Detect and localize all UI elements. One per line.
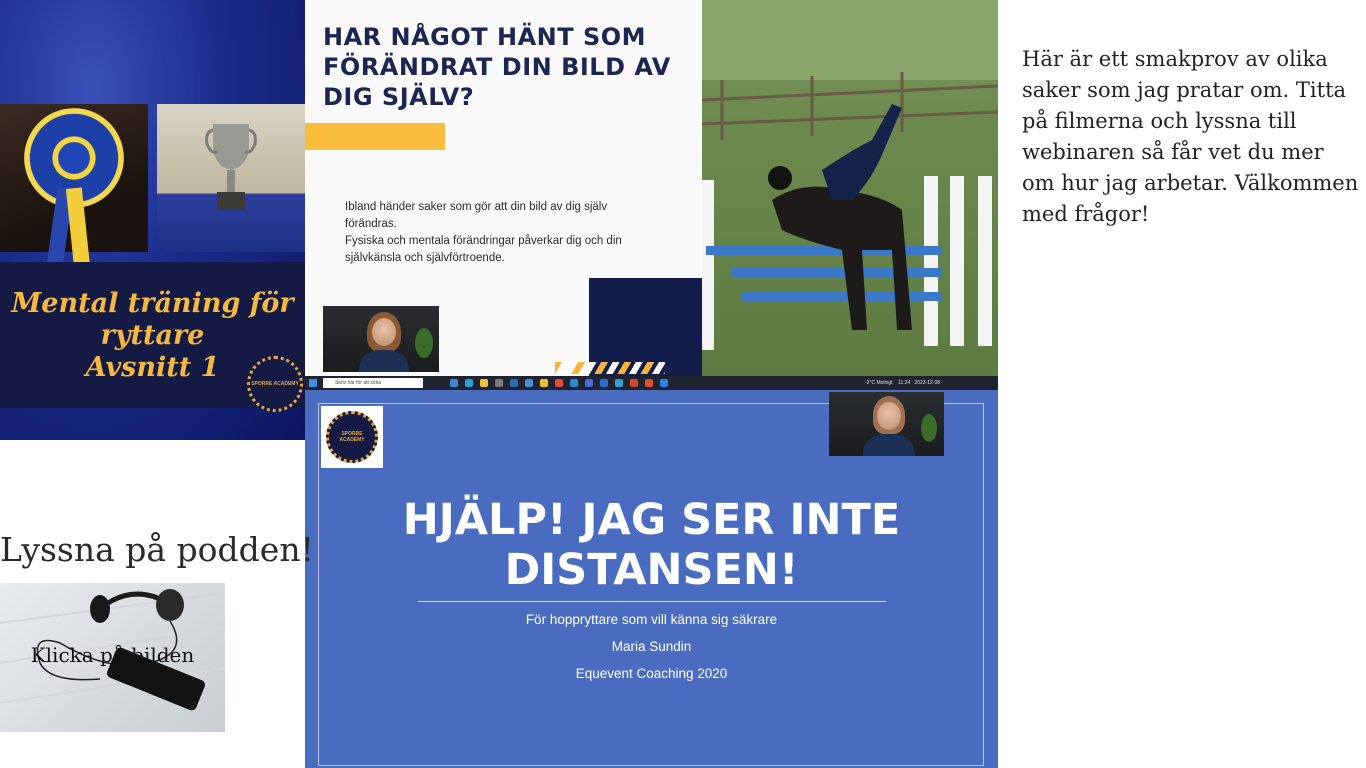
show-jumping-scene xyxy=(702,0,998,376)
slide-subtitle: För hoppryttare som vill känna sig säkrare xyxy=(525,612,778,627)
presenter-body xyxy=(863,434,915,456)
slide-headline xyxy=(305,495,998,595)
presenter-webcam xyxy=(829,392,944,456)
powerpoint-icon[interactable] xyxy=(630,379,638,387)
slide-body-text xyxy=(345,199,685,267)
plant-icon xyxy=(415,328,433,358)
clock-time: 11:24 xyxy=(898,380,911,386)
presenter-face xyxy=(877,402,901,430)
accent-bar xyxy=(305,123,445,150)
slide-organization: Equevent Coaching 2020 xyxy=(575,666,728,681)
podcast-image-caption: Klicka på bilden xyxy=(30,643,195,667)
heading-line-3: DIG SJÄLV? xyxy=(323,83,475,111)
outlook-icon[interactable] xyxy=(600,379,608,387)
slide-author: Maria Sundin xyxy=(611,639,692,654)
divider xyxy=(418,601,886,602)
podcast-heading: Lyssna på podden! xyxy=(0,530,314,569)
presenter-body xyxy=(359,350,409,372)
presenter-webcam xyxy=(323,306,439,372)
mail-icon[interactable] xyxy=(510,379,518,387)
headline-line-1: HJÄLP! JAG SER INTE xyxy=(402,495,901,545)
intro-text: Här är ett smakprov av olika saker som jag pratar om. Titta på filmerna och lyssna till webinaren så får vet du mer om hur jag arbetar. Välkommen med frågor! xyxy=(1022,47,1359,226)
show-jumping-photo[interactable] xyxy=(702,0,998,376)
store-icon[interactable] xyxy=(495,379,503,387)
weather-status: -2°C Molnigt xyxy=(865,380,893,386)
title-line-1: Mental träning för xyxy=(11,288,294,319)
app3-icon[interactable] xyxy=(615,379,623,387)
presenter-face xyxy=(372,318,396,346)
sporre-academy-logo xyxy=(247,356,303,412)
explorer-icon[interactable] xyxy=(480,379,488,387)
windows-taskbar xyxy=(305,376,998,390)
plant-icon xyxy=(921,414,937,442)
video-har-nagot-hant[interactable] xyxy=(305,0,702,376)
task-view-icon[interactable] xyxy=(450,379,458,387)
teams-icon[interactable] xyxy=(570,379,578,387)
title-line-3: Avsnitt 1 xyxy=(85,352,220,383)
app-icon[interactable] xyxy=(525,379,533,387)
seal-text: SPORRE ACADEMY xyxy=(251,381,299,387)
title-line-2: ryttare xyxy=(100,320,205,351)
app4-icon[interactable] xyxy=(645,379,653,387)
episode-title-box xyxy=(0,262,305,408)
chrome-icon[interactable] xyxy=(555,379,563,387)
body-line-2: förändras. xyxy=(345,218,397,230)
video-mental-traning[interactable] xyxy=(0,0,305,440)
headline-line-2: DISTANSEN! xyxy=(504,545,799,595)
taskbar-search-input[interactable]: Skriv här för att söka xyxy=(323,378,423,388)
windows-start-icon[interactable] xyxy=(309,379,317,387)
system-tray xyxy=(865,379,940,387)
logo-seal xyxy=(326,411,378,463)
app2-icon[interactable] xyxy=(585,379,593,387)
slide-heading xyxy=(323,22,693,112)
body-line-3: Fysiska och mentala förändringar påverkar dig och din xyxy=(345,235,622,247)
podcast-link-image[interactable] xyxy=(0,583,225,732)
trophy-photo xyxy=(157,104,305,252)
video-hjalp-jag-ser-inte-distansen[interactable] xyxy=(305,390,998,768)
clock-date: 2023-12-08 xyxy=(914,380,941,386)
heading-line-2: FÖRÄNDRAT DIN BILD AV xyxy=(323,53,671,81)
body-line-4: självkänsla och självförtroende. xyxy=(345,252,505,264)
heading-line-1: HAR NÅGOT HÄNT SOM xyxy=(323,23,647,51)
horse-rosette-photo xyxy=(0,104,148,252)
edge-icon[interactable] xyxy=(465,379,473,387)
logo-text: SPORRE ACADEMY xyxy=(339,431,365,443)
zoom-icon[interactable] xyxy=(660,379,668,387)
files-icon[interactable] xyxy=(540,379,548,387)
stripe-decoration xyxy=(555,362,665,374)
body-line-1: Ibland händer saker som gör att din bild av dig själv xyxy=(345,201,608,213)
trophy-icon xyxy=(205,114,257,224)
sporre-academy-logo xyxy=(321,406,383,468)
